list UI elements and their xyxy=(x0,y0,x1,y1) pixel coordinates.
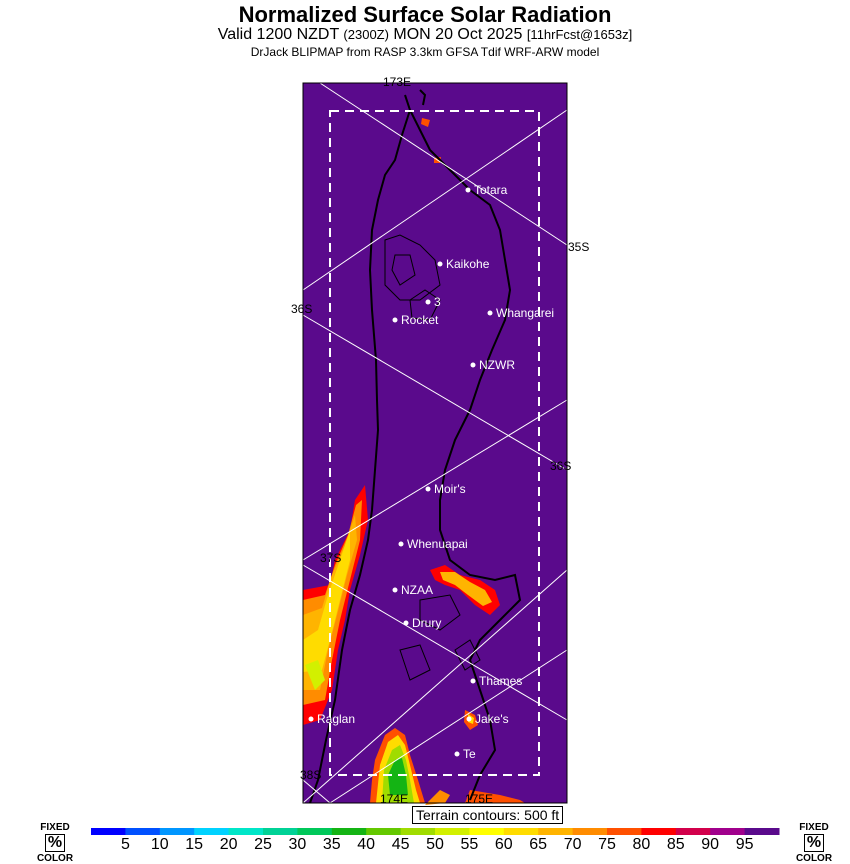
colorbar-tick-label: 85 xyxy=(666,836,685,853)
colorbar-swatch xyxy=(91,828,126,835)
colorbar-swatch xyxy=(194,828,229,835)
left-color-label: COLOR xyxy=(36,853,74,864)
colorbar-tick-label: 15 xyxy=(185,836,204,853)
colorbar-swatch xyxy=(745,828,780,835)
colorbar-swatch xyxy=(641,828,676,835)
colorbar-tick-label: 65 xyxy=(529,836,548,853)
colorbar-swatches xyxy=(91,828,780,835)
right-color-label: COLOR xyxy=(795,853,833,864)
place-label: Totara xyxy=(474,183,508,197)
place-label: 3 xyxy=(434,295,441,309)
colorbar-swatch xyxy=(676,828,711,835)
colorbar-tick-label: 35 xyxy=(322,836,341,853)
colorbar-tick-label: 90 xyxy=(701,836,720,853)
right-percent-label: % xyxy=(804,834,824,852)
place-label: Jake's xyxy=(475,712,509,726)
place-label: NZAA xyxy=(401,583,434,597)
colorbar-tick-label: 30 xyxy=(288,836,307,853)
lat-label-36-left: 36S xyxy=(291,302,313,316)
valid-time: Valid 1200 NZDT xyxy=(217,26,339,43)
colorbar-tick-label: 10 xyxy=(150,836,169,853)
lon-label-174: 174E xyxy=(380,792,409,806)
colorbar-swatch xyxy=(160,828,195,835)
colorbar-swatch xyxy=(366,828,401,835)
colorbar-tick-label: 40 xyxy=(357,836,376,853)
valid-date: MON 20 Oct 2025 xyxy=(393,26,523,43)
colorbar-swatch xyxy=(125,828,160,835)
colorbar-tick-label: 60 xyxy=(494,836,513,853)
colorbar-tick-label: 20 xyxy=(219,836,238,853)
lon-label-175: 175E xyxy=(465,792,494,806)
colorbar-swatch xyxy=(263,828,298,835)
colorbar-swatch xyxy=(573,828,608,835)
colorbar-swatch xyxy=(607,828,642,835)
left-fixed-label: FIXED xyxy=(40,822,70,833)
colorbar-swatch xyxy=(229,828,264,835)
colorbar-tick-label: 25 xyxy=(254,836,272,853)
colorbar-swatch xyxy=(332,828,367,835)
colorbar-swatch xyxy=(538,828,573,835)
lon-label-173: 173E xyxy=(383,75,412,89)
place-label: Whenuapai xyxy=(407,537,468,551)
colorbar-right-legend xyxy=(792,822,836,864)
place-label: Whangarei xyxy=(496,306,555,320)
forecast-info: [11hrFcst@1653z] xyxy=(526,27,633,42)
map-title: Normalized Surface Solar Radiation xyxy=(238,2,612,27)
place-label: Raglan xyxy=(317,712,356,726)
lat-label-38-left: 38S xyxy=(300,768,322,782)
colorbar-tick-label: 70 xyxy=(563,836,582,853)
colorbar-swatch xyxy=(504,828,539,835)
place-label: Drury xyxy=(412,616,442,630)
place-label: NZWR xyxy=(479,358,515,372)
place-label: Thames xyxy=(479,674,523,688)
place-label: Te xyxy=(463,747,476,761)
valid-time-utc: (2300Z) xyxy=(343,27,389,42)
model-info: DrJack BLIPMAP from RASP 3.3km GFSA Tdif WRF-ARW model xyxy=(250,45,600,59)
lat-label-35-right: 35S xyxy=(568,240,590,254)
left-percent-label: % xyxy=(45,834,65,852)
colorbar-swatch xyxy=(435,828,470,835)
colorbar-swatch xyxy=(297,828,332,835)
colorbar-tick-label: 55 xyxy=(460,836,479,853)
place-label: Kaikohe xyxy=(446,257,490,271)
colorbar-swatch xyxy=(401,828,436,835)
colorbar-swatch xyxy=(710,828,745,835)
colorbar-swatch xyxy=(469,828,504,835)
place-label: Moir's xyxy=(434,482,466,496)
lat-label-37-left: 37S xyxy=(320,551,342,565)
colorbar-tick-label: 95 xyxy=(735,836,754,853)
colorbar-tick-label: 80 xyxy=(632,836,651,853)
right-fixed-label: FIXED xyxy=(799,822,829,833)
terrain-contours-note: Terrain contours: 500 ft xyxy=(412,806,563,824)
lat-label-36-right: 36S xyxy=(550,459,572,473)
colorbar-tick-label: 5 xyxy=(120,836,130,853)
colorbar-tick-label: 45 xyxy=(391,836,410,853)
colorbar-left-legend xyxy=(33,822,77,864)
colorbar-tick-label: 50 xyxy=(426,836,444,853)
place-label: Rocket xyxy=(401,313,439,327)
colorbar-tick-label: 75 xyxy=(598,836,616,853)
